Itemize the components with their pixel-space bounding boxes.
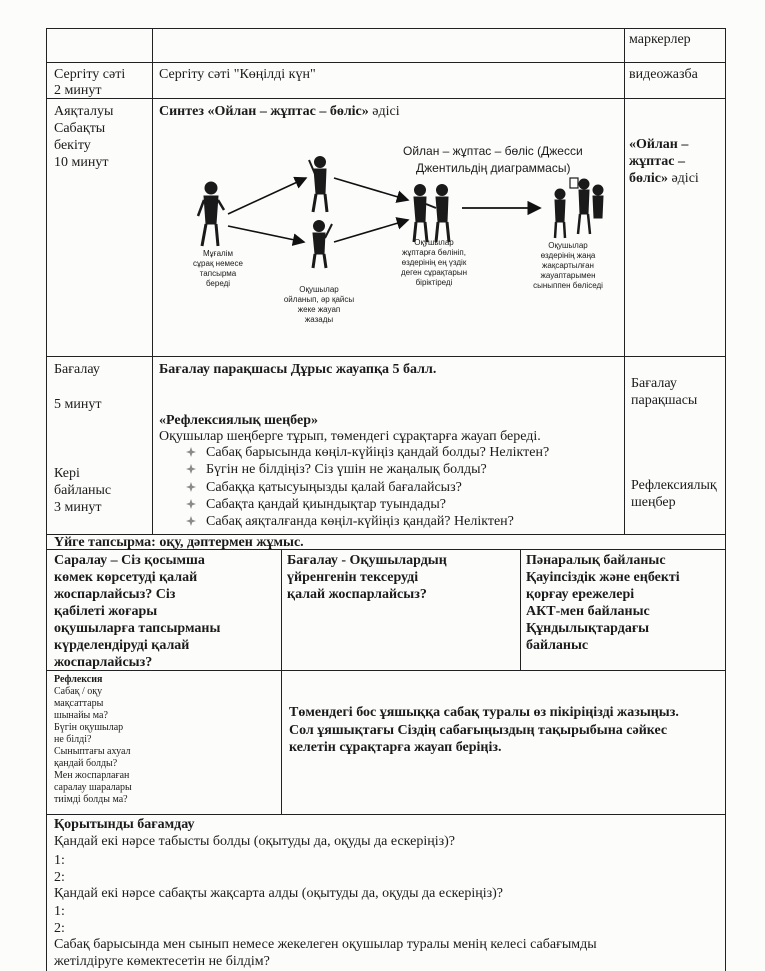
summary-method-rest: әдісі [667, 171, 699, 186]
caption-think-4: жазады [304, 315, 334, 324]
differentiation-question [54, 552, 220, 671]
caption-share-1: Оқушылар [548, 241, 588, 250]
assessment-label-2: 5 минут [54, 397, 102, 412]
diagram-title-1: Ойлан – жұптас – бөліс (Джесси [403, 144, 583, 158]
plan-col1-line: күрделендіруді қалай [54, 638, 190, 653]
homework-text: Үйге тапсырма: оқу, дәптермен жұмыс. [54, 535, 304, 550]
caption-teacher-1: Мұғалім [203, 249, 233, 258]
table-border-right [725, 28, 726, 971]
col-divider-plan-1 [281, 549, 282, 814]
student-thinking-bottom-icon [313, 221, 332, 269]
summary-method-3 [629, 170, 699, 187]
conclusion-answer-2-1: 1: [54, 904, 65, 919]
summary-label-4: 10 минут [54, 155, 109, 170]
student-pair-icon [414, 185, 449, 243]
caption-share-2: өздерінің жаңа [540, 251, 596, 260]
feedback-label-1: Кері [54, 466, 80, 481]
plan-col3-line: қорғау ережелері [526, 587, 635, 602]
reflection-instruction-line: Төмендегі бос ұяшыққа сабақ туралы өз пікіріңізді жазыңыз. [289, 705, 679, 720]
feedback-resource-1: Рефлексиялық [631, 478, 717, 493]
plan-col1-line: қабілеті жоғары [54, 604, 158, 619]
summary-method-bold: бөліс» [629, 171, 668, 186]
caption-share [518, 241, 618, 291]
reflection-prompts [54, 686, 132, 806]
summary-label-1: Аяқталуы [54, 104, 114, 119]
plan-col3-line: байланыс [526, 638, 589, 653]
reflection-prompt-line: Сабақ / оқу [54, 686, 103, 697]
summary-heading-bold: Синтез «Ойлан – жұптас – бөліс» [159, 104, 369, 119]
feedback-label-2: байланыс [54, 483, 112, 498]
assessment-resource-2: парақшасы [631, 393, 698, 408]
reflection-prompt-line: шынайы ма? [54, 710, 108, 721]
summary-heading-rest: әдісі [368, 104, 400, 119]
caption-think-3: жеке жауап [297, 305, 341, 314]
teacher-figure-icon [198, 182, 224, 246]
conclusion-question-1: Қандай екі нәрсе табысты болды (оқытуды да, оқуды да ескеріңіз)? [54, 834, 456, 849]
reflection-prompt-line: тиімді болды ма? [54, 794, 128, 805]
assessment-label-1: Бағалау [54, 362, 100, 377]
plan-col1-line: Саралау – Сіз қосымша [54, 553, 205, 568]
caption-pair-2: жұптарға бөлініп, [402, 248, 466, 257]
markers-text: маркерлер [629, 32, 691, 47]
row-line-top [46, 28, 726, 29]
reflection-prompt-line: Бүгін оқушылар [54, 722, 124, 733]
reflection-question: Бүгін не білдіңіз? Сіз үшін не жаңалық болды? [206, 462, 487, 477]
plan-col2-line: үйренгенін тексеруді [287, 570, 419, 585]
caption-share-4: жауаптарымен [540, 271, 596, 280]
summary-method-1: «Ойлан – [629, 137, 689, 152]
reflection-instruction-line: Сол ұяшықтағы Сіздің сабағыңыздың тақырыбына сәйкес [289, 722, 668, 738]
summary-label-3: бекіту [54, 138, 91, 153]
reflection-question: Сабаққа қатысуыңызды қалай бағалайсыз? [206, 480, 462, 495]
summary-label-2: Сабақты [54, 121, 106, 136]
plan-col3-line: Қауіпсіздік және еңбекті [526, 570, 680, 585]
plan-col2-line: қалай жоспарлайсыз? [287, 587, 427, 602]
reflection-instructions [289, 704, 679, 757]
bullet-icon [186, 516, 196, 526]
conclusion-title: Қорытынды бағамдау [54, 817, 195, 832]
reflection-question: Сабақта қандай қиындықтар туындады? [206, 497, 446, 512]
row-line-2 [46, 98, 726, 99]
plan-col3-line: Пәнаралық байланыс [526, 553, 666, 568]
warmup-activity: Сергіту сәті "Көңілді күн" [159, 67, 316, 82]
reflection-instruction-line: келетін сұрақтарға жауап беріңіз. [289, 740, 502, 755]
reflection-prompt-line: Сыныптағы ахуал [54, 746, 131, 757]
caption-think [283, 285, 355, 325]
feedback-label-3: 3 минут [54, 500, 102, 515]
col-divider-1 [152, 28, 153, 534]
warmup-label-2: 2 минут [54, 83, 102, 98]
assessment-resource-1: Бағалау [631, 376, 677, 391]
caption-pair [388, 238, 480, 288]
plan-col1-line: жоспарлайсыз? Сіз [54, 587, 176, 602]
student-thinking-top-icon [309, 157, 327, 213]
student-group-icon [555, 178, 603, 238]
assessment-sheet-line: Бағалау парақшасы Дұрыс жауапқа 5 балл. [159, 362, 437, 377]
caption-think-2: ойланып, әр қайсы [283, 295, 355, 304]
conclusion-question-2: Қандай екі нәрсе сабақты жақсарта алды (оқытуды да, оқуды да ескеріңіз)? [54, 886, 503, 901]
plan-col3-line: АКТ-мен байланыс [526, 604, 650, 619]
assessment-question [287, 552, 447, 603]
reflection-question: Сабақ барысында көңіл-күйіңіз қандай болды? Неліктен? [206, 445, 550, 460]
caption-pair-5: біріктіреді [415, 278, 453, 287]
conclusion-answer-1-2: 2: [54, 870, 65, 885]
caption-share-5: сыныппен бөліседі [533, 281, 603, 290]
reflection-intro: Оқушылар шеңберге тұрып, төмендегі сұрақтарға жауап береді. [159, 429, 541, 444]
caption-share-3: жақсартылған [542, 261, 594, 270]
caption-teacher-2: сұрақ немесе [193, 259, 243, 268]
bullet-icon [186, 464, 196, 474]
row-line-7 [46, 814, 726, 815]
bullet-icon [186, 499, 196, 509]
conclusion-question-3-line-2: жетілдіруге көмектесетін не білдім? [54, 954, 270, 969]
reflection-prompt-line: саралау шаралары [54, 782, 132, 793]
reflection-prompt-line: мақсаттары [54, 698, 104, 709]
bullet-icon [186, 482, 196, 492]
summary-heading [159, 103, 400, 120]
col-divider-2 [624, 28, 625, 534]
reflection-circle-title: «Рефлексиялық шеңбер» [159, 413, 318, 428]
plan-col1-line: көмек көрсетуді қалай [54, 570, 198, 585]
row-line-3 [46, 356, 726, 357]
caption-pair-1: Оқушылар [414, 238, 454, 247]
plan-col1-line: жоспарлайсыз? [54, 655, 153, 670]
col-divider-plan-2 [520, 549, 521, 670]
cross-curricular-links [526, 552, 680, 654]
reflection-title: Рефлексия [54, 674, 103, 685]
feedback-resource-2: шеңбер [631, 495, 676, 510]
warmup-label-1: Сергіту сәті [54, 67, 126, 82]
caption-teacher-4: береді [205, 279, 231, 288]
reflection-prompt-line: не білді? [54, 734, 92, 745]
plan-col3-line: Құндылықтардағы [526, 621, 650, 636]
conclusion-answer-2-2: 2: [54, 921, 65, 936]
table-border-left [46, 28, 47, 971]
bullet-icon [186, 447, 196, 457]
row-line-1 [46, 62, 726, 63]
caption-think-1: Оқушылар [299, 285, 339, 294]
plan-col2-line: Бағалау - Оқушылардың [287, 553, 447, 568]
caption-pair-3: өздерінің ең үздік [401, 258, 467, 267]
conclusion-question-3-line-1: Сабақ барысында мен сынып немесе жекелеген оқушылар туралы менің келесі сабағымды [54, 937, 597, 952]
warmup-resource: видеожазба [629, 67, 698, 82]
reflection-question: Сабақ аяқталғанда көңіл-күйіңіз қандай? Неліктен? [206, 514, 514, 529]
conclusion-answer-1-1: 1: [54, 853, 65, 868]
reflection-prompt-line: Мен жоспарлаған [54, 770, 130, 781]
reflection-prompt-line: қандай болды? [54, 758, 118, 769]
plan-col1-line: оқушыларға тапсырманы [54, 621, 221, 636]
caption-teacher [188, 249, 248, 289]
caption-pair-4: деген сұрақтарын [401, 268, 467, 277]
diagram-title-2: Джентильдің диаграммасы) [416, 161, 571, 175]
summary-method-2: жұптас – [629, 154, 685, 169]
caption-teacher-3: тапсырма [199, 269, 237, 278]
